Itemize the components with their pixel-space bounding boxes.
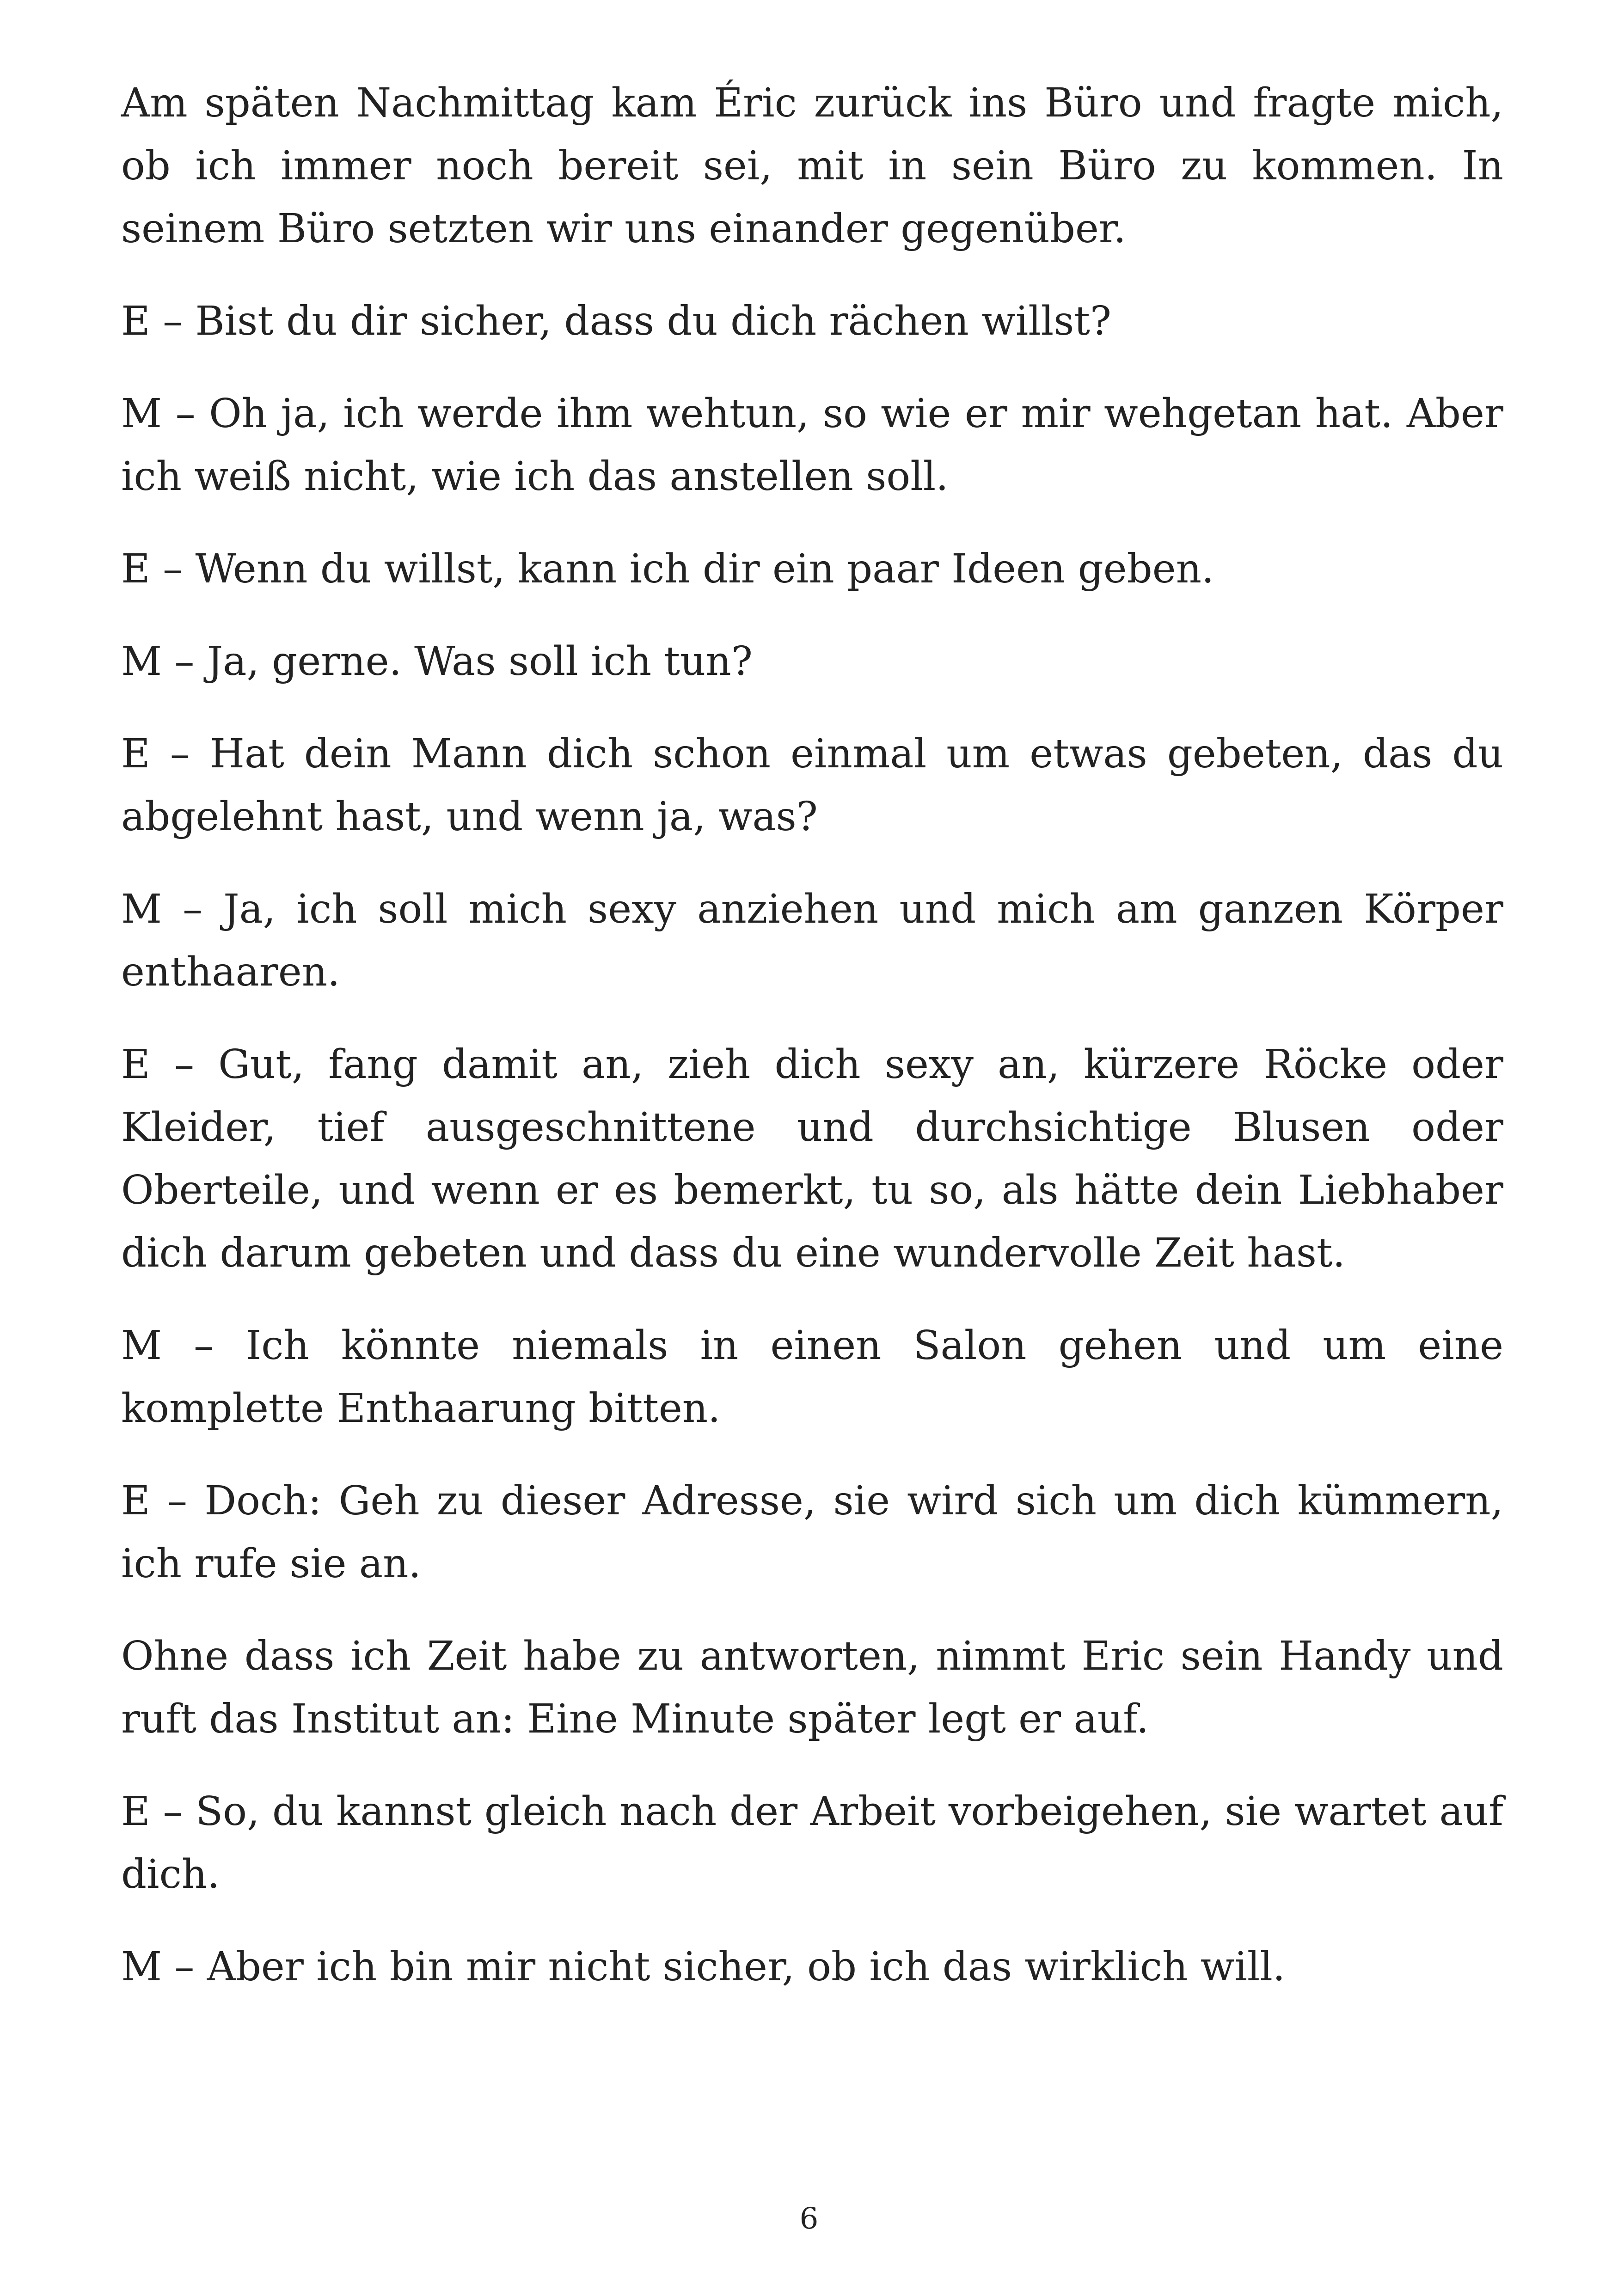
dialogue-line: M – Ich könnte niemals in einen Salon gehen und um eine komplette Enthaarung bitten.: [121, 1322, 1503, 1432]
paragraph: Ohne dass ich Zeit habe zu antworten, nimmt Eric sein Handy und ruft das Institut an: Eine Minute später legt er auf.: [121, 1633, 1503, 1742]
dialogue-line: E – Doch: Geh zu dieser Adresse, sie wird sich um dich kümmern, ich rufe sie an.: [121, 1478, 1503, 1587]
page-number: 6: [799, 2202, 819, 2236]
dialogue-line: E – So, du kannst gleich nach der Arbeit vorbeigehen, sie wartet auf dich.: [121, 1788, 1503, 1898]
dialogue-line: E – Hat dein Mann dich schon einmal um etwas gebeten, das du abgelehnt hast, und wenn ja, was?: [121, 731, 1503, 840]
body-text: [121, 72, 1503, 2028]
dialogue-line: E – Gut, fang damit an, zieh dich sexy an, kürzere Röcke oder Kleider, tief ausgeschnittene und durchsichtige Blusen oder Oberteile, und wenn er es bemerkt, tu so, als hätte dein Liebhaber dich darum gebeten und dass du eine wundervolle Zeit hast.: [121, 1041, 1503, 1276]
dialogue-line: M – Ja, ich soll mich sexy anziehen und mich am ganzen Körper enthaaren.: [121, 886, 1503, 995]
dialogue-line: E – Wenn du willst, kann ich dir ein paar Ideen geben.: [121, 546, 1214, 592]
dialogue-line: M – Aber ich bin mir nicht sicher, ob ich das wirklich will.: [121, 1944, 1286, 1990]
dialogue-line: E – Bist du dir sicher, dass du dich rächen willst?: [121, 298, 1112, 344]
dialogue-line: M – Ja, gerne. Was soll ich tun?: [121, 638, 753, 685]
dialogue-line: M – Oh ja, ich werde ihm wehtun, so wie er mir wehgetan hat. Aber ich weiß nicht, wie ich das anstellen soll.: [121, 391, 1503, 500]
paragraph: Am späten Nachmittag kam Éric zurück ins Büro und fragte mich, ob ich immer noch bereit sei, mit in sein Büro zu kommen. In seinem Büro setzten wir uns einander gegenüber.: [121, 80, 1503, 252]
